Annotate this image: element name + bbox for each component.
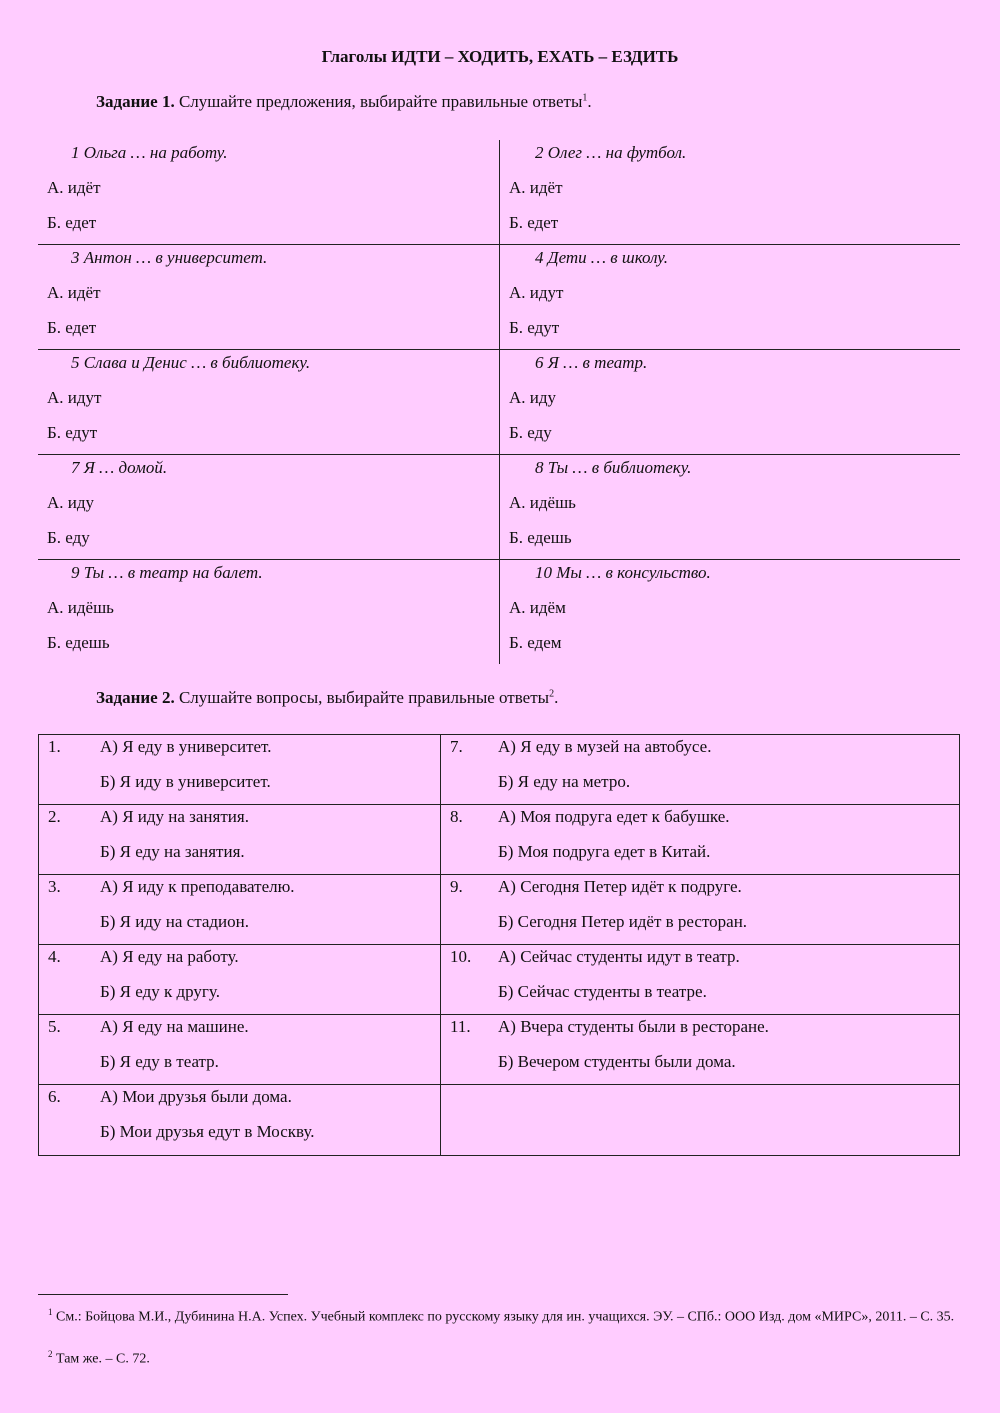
exercise-item [500, 455, 960, 560]
task2-heading [96, 688, 558, 708]
task1-grid [38, 140, 960, 664]
question-cell [441, 1015, 959, 1085]
question-number: 6. [48, 1087, 61, 1106]
answer-option-a[interactable]: А. идёшь [47, 598, 114, 617]
question-number: 10. [450, 947, 472, 966]
answer-option-b[interactable]: Б) Я еду к другу. [100, 982, 220, 1001]
exercise-item [38, 560, 498, 665]
question-number: 7. [450, 737, 463, 756]
task1-label: Задание 1. [96, 92, 175, 111]
footnote-text: Там же. – С. 72. [52, 1351, 150, 1367]
exercise-question: 4 Дети … в школу. [535, 248, 669, 267]
exercise-item [500, 350, 960, 455]
question-cell [39, 735, 439, 805]
page-title: Глаголы ИДТИ – ХОДИТЬ, ЕХАТЬ – ЕЗДИТЬ [321, 47, 679, 66]
question-number: 8. [450, 807, 463, 826]
answer-option-a[interactable]: А. иду [47, 493, 95, 512]
answer-option-a[interactable]: А. идут [47, 388, 102, 407]
answer-option-a[interactable]: А. идёт [509, 178, 563, 197]
answer-option-a[interactable]: А. идут [509, 283, 564, 302]
footnote-text: См.: Бойцова М.И., Дубинина Н.А. Успех. Учебный комплекс по русскому языку для ин. учащихся. ЭУ. – СПб.: ООО Изд. дом «МИРС», 2011. – С. 35. [52, 1309, 955, 1325]
task1-end: . [587, 92, 592, 111]
footnote-divider [38, 1294, 288, 1295]
answer-option-b[interactable]: Б) Я еду в театр. [100, 1052, 219, 1071]
task2-label: Задание 2. [96, 688, 175, 707]
answer-option-a[interactable]: А) Моя подруга едет к бабушке. [498, 807, 730, 826]
answer-option-b[interactable]: Б. еду [47, 528, 90, 547]
answer-option-b[interactable]: Б. едем [509, 633, 562, 652]
exercise-question: 6 Я … в театр. [535, 353, 648, 372]
answer-option-b[interactable]: Б) Моя подруга едет в Китай. [498, 842, 711, 861]
task2-table [38, 734, 960, 1156]
answer-option-b[interactable]: Б) Я еду на занятия. [100, 842, 245, 861]
answer-option-b[interactable]: Б) Мои друзья едут в Москву. [100, 1122, 315, 1141]
question-cell [39, 805, 439, 875]
answer-option-b[interactable]: Б) Сегодня Петер идёт в ресторан. [498, 912, 748, 931]
footnote-mark: 1 [48, 1307, 53, 1317]
question-cell [39, 875, 439, 945]
answer-option-a[interactable]: А) Мои друзья были дома. [100, 1087, 292, 1106]
exercise-question: 2 Олег … на футбол. [535, 143, 687, 162]
answer-option-b[interactable]: Б. едет [47, 213, 97, 232]
question-number: 3. [48, 877, 61, 896]
question-number: 2. [48, 807, 61, 826]
question-cell [441, 875, 959, 945]
answer-option-a[interactable]: А) Я иду к преподавателю. [100, 877, 295, 896]
task2-text: Слушайте вопросы, выбирайте правильные ответы [178, 688, 550, 707]
answer-option-a[interactable]: А) Я еду на машине. [100, 1017, 249, 1036]
answer-option-a[interactable]: А. идёшь [509, 493, 576, 512]
answer-option-a[interactable]: А) Я еду в университет. [100, 737, 272, 756]
task1-footnote-ref[interactable]: 1 [582, 92, 588, 104]
answer-option-b[interactable]: Б) Вечером студенты были дома. [498, 1052, 736, 1071]
answer-option-b[interactable]: Б) Я иду в университет. [100, 772, 271, 791]
answer-option-b[interactable]: Б. едет [509, 213, 559, 232]
answer-option-b[interactable]: Б. едешь [47, 633, 110, 652]
answer-option-b[interactable]: Б. едешь [509, 528, 572, 547]
answer-option-a[interactable]: А. идёт [47, 283, 101, 302]
answer-option-b[interactable]: Б) Я еду на метро. [498, 772, 631, 791]
exercise-question: 5 Слава и Денис … в библиотеку. [71, 353, 311, 372]
exercise-item [500, 245, 960, 350]
task2-end: . [554, 688, 559, 707]
exercise-item [500, 140, 960, 245]
question-cell [441, 805, 959, 875]
answer-option-a[interactable]: А) Сегодня Петер идёт к подруге. [498, 877, 742, 896]
task1-text: Слушайте предложения, выбирайте правильные ответы [178, 92, 583, 111]
footnote-mark: 2 [48, 1349, 53, 1359]
answer-option-a[interactable]: А. иду [509, 388, 557, 407]
task1-heading [96, 92, 592, 112]
question-number: 4. [48, 947, 61, 966]
answer-option-a[interactable]: А) Я иду на занятия. [100, 807, 249, 826]
exercise-question: 3 Антон … в университет. [71, 248, 268, 267]
exercise-item [38, 455, 498, 560]
exercise-question: 8 Ты … в библиотеку. [535, 458, 692, 477]
answer-option-b[interactable]: Б. едет [47, 318, 97, 337]
exercise-question: 9 Ты … в театр на балет. [71, 563, 263, 582]
question-number: 9. [450, 877, 463, 896]
task2-footnote-ref[interactable]: 2 [549, 688, 555, 700]
answer-option-a[interactable]: А. идём [509, 598, 566, 617]
question-cell [39, 1015, 439, 1085]
answer-option-b[interactable]: Б. едут [509, 318, 560, 337]
question-cell [39, 945, 439, 1015]
answer-option-a[interactable]: А) Сейчас студенты идут в театр. [498, 947, 740, 966]
footnote-2 [48, 1345, 958, 1369]
answer-option-a[interactable]: А) Я еду в музей на автобусе. [498, 737, 712, 756]
answer-option-b[interactable]: Б. еду [509, 423, 552, 442]
question-cell [441, 735, 959, 805]
question-number: 1. [48, 737, 61, 756]
answer-option-b[interactable]: Б) Сейчас студенты в театре. [498, 982, 707, 1001]
exercise-item [38, 245, 498, 350]
question-number: 5. [48, 1017, 61, 1036]
question-cell [39, 1085, 439, 1155]
exercise-item [500, 560, 960, 665]
exercise-question: 1 Ольга … на работу. [71, 143, 228, 162]
question-cell [441, 945, 959, 1015]
exercise-item [38, 350, 498, 455]
answer-option-b[interactable]: Б) Я иду на стадион. [100, 912, 249, 931]
exercise-item [38, 140, 498, 245]
exercise-question: 7 Я … домой. [71, 458, 168, 477]
exercise-question: 10 Мы … в консульство. [535, 563, 711, 582]
question-number: 11. [450, 1017, 471, 1036]
answer-option-a[interactable]: А) Я еду на работу. [100, 947, 239, 966]
answer-option-a[interactable]: А. идёт [47, 178, 101, 197]
answer-option-a[interactable]: А) Вчера студенты были в ресторане. [498, 1017, 769, 1036]
footnote-1 [48, 1303, 958, 1327]
answer-option-b[interactable]: Б. едут [47, 423, 98, 442]
